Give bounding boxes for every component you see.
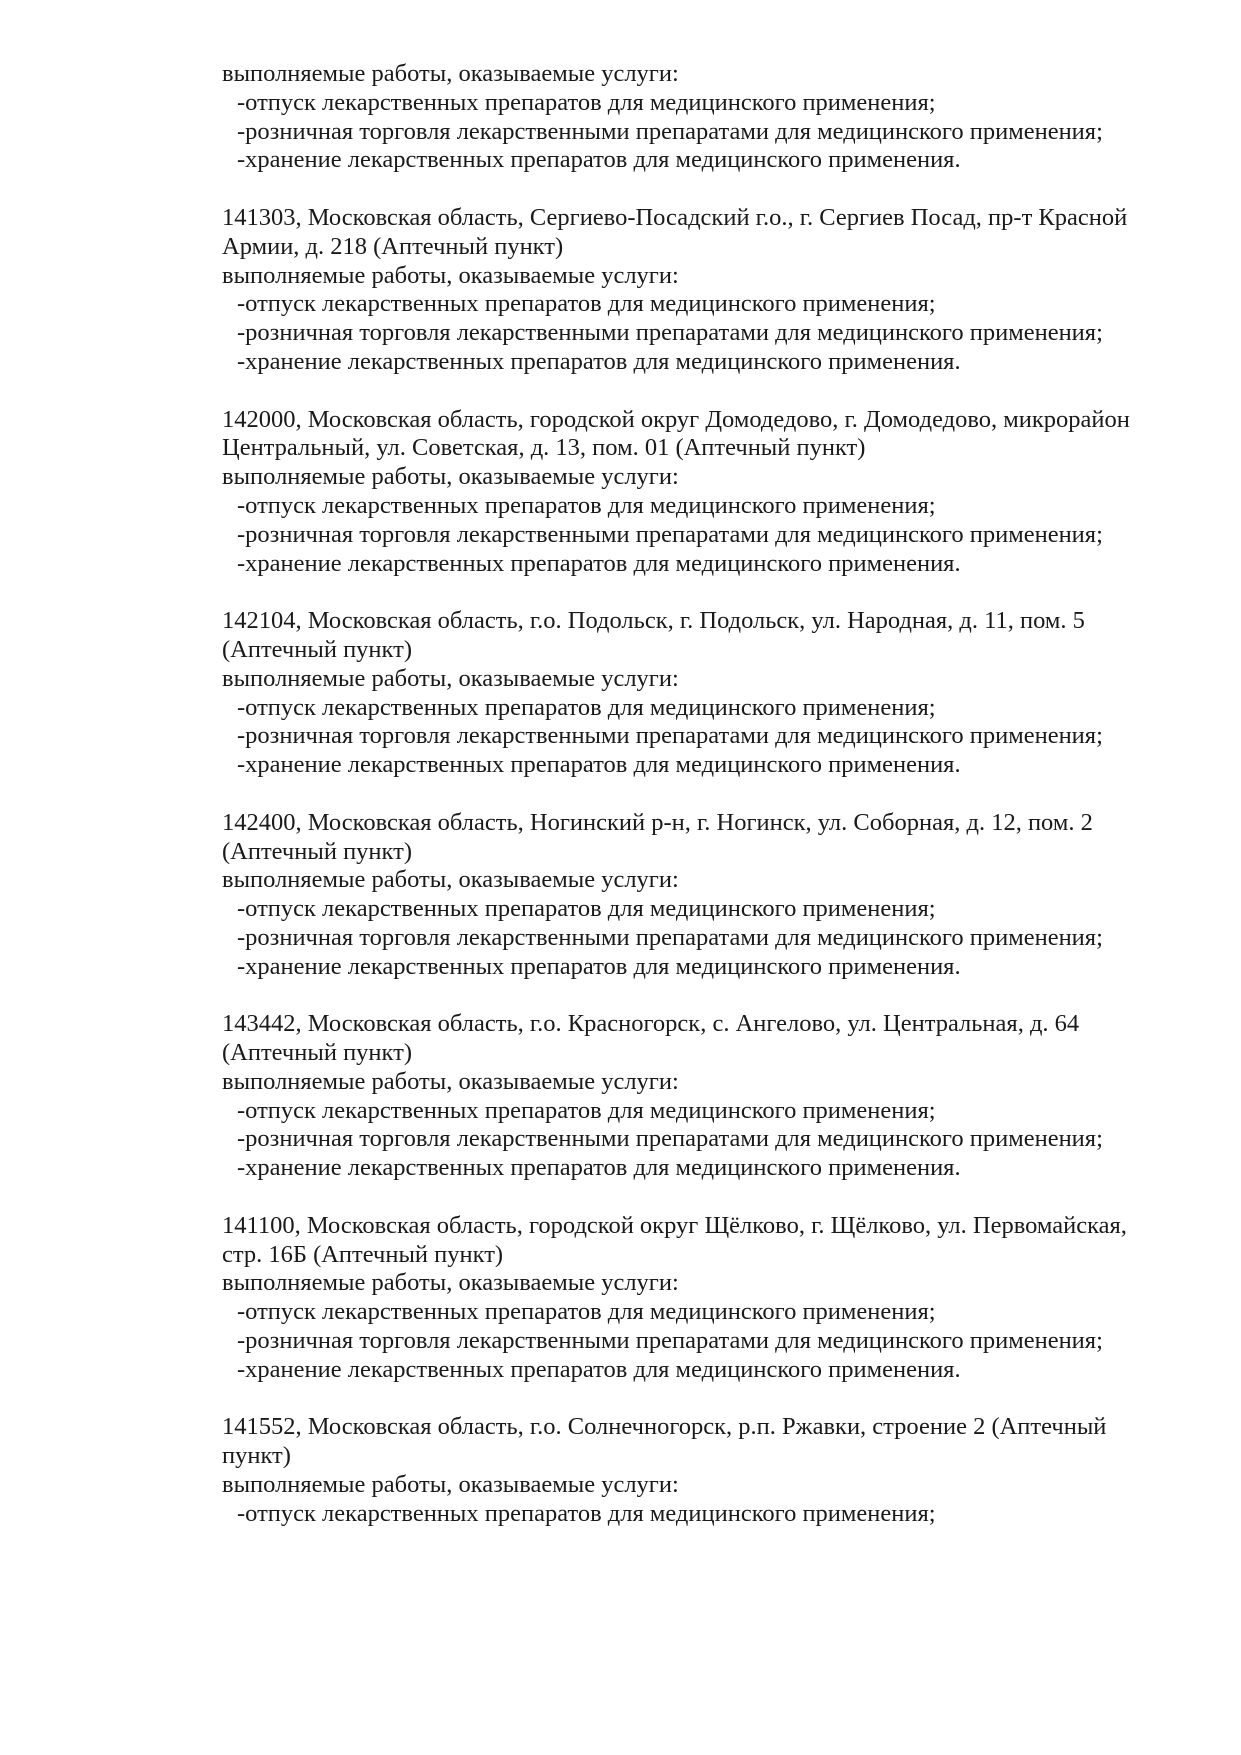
service-dispensing: -отпуск лекарственных препаратов для медицинского применения; xyxy=(237,88,936,116)
work-label: выполняемые работы, оказываемые услуги: xyxy=(222,261,679,289)
service-storage: -хранение лекарственных препаратов для медицинского применения. xyxy=(237,146,961,174)
entry-podolsk xyxy=(222,607,1182,780)
address-line-2: (Аптечный пункт) xyxy=(222,837,412,865)
work-label: выполняемые работы, оказываемые услуги: xyxy=(222,664,679,692)
address-line-1: 141552, Московская область, г.о. Солнечногорск, р.п. Ржавки, строение 2 (Аптечный xyxy=(222,1413,1107,1441)
service-dispensing: -отпуск лекарственных препаратов для медицинского применения; xyxy=(237,290,936,318)
address-line-2: Армии, д. 218 (Аптечный пункт) xyxy=(222,232,564,260)
address-line-1: 142400, Московская область, Ногинский р-н, г. Ногинск, ул. Соборная, д. 12, пом. 2 xyxy=(222,808,1093,836)
address-line-2: стр. 16Б (Аптечный пункт) xyxy=(222,1240,504,1268)
service-retail: -розничная торговля лекарственными препаратами для медицинского применения; xyxy=(237,319,1103,347)
entry-krasnogorsk xyxy=(222,1010,1182,1183)
service-dispensing: -отпуск лекарственных препаратов для медицинского применения; xyxy=(237,1298,936,1326)
address-line-1: 142104, Московская область, г.о. Подольск, г. Подольск, ул. Народная, д. 11, пом. 5 xyxy=(222,607,1085,635)
address-line-1: 142000, Московская область, городской округ Домодедово, г. Домодедово, микрорайон xyxy=(222,405,1130,433)
service-dispensing: -отпуск лекарственных препаратов для медицинского применения; xyxy=(237,491,936,519)
service-retail: -розничная торговля лекарственными препаратами для медицинского применения; xyxy=(237,117,1103,145)
entry-domodedovo xyxy=(222,406,1182,579)
address-line-2: Центральный, ул. Советская, д. 13, пом. 01 (Аптечный пункт) xyxy=(222,434,866,462)
work-label: выполняемые работы, оказываемые услуги: xyxy=(222,463,679,491)
service-storage: -хранение лекарственных препаратов для медицинского применения. xyxy=(237,1355,961,1383)
entry-sergiev-posad xyxy=(222,204,1182,377)
entry-solnechnogorsk xyxy=(222,1413,1182,1528)
service-storage: -хранение лекарственных препаратов для медицинского применения. xyxy=(237,347,961,375)
service-dispensing: -отпуск лекарственных препаратов для медицинского применения; xyxy=(237,1499,936,1527)
service-retail: -розничная торговля лекарственными препаратами для медицинского применения; xyxy=(237,722,1103,750)
service-retail: -розничная торговля лекарственными препаратами для медицинского применения; xyxy=(237,923,1103,951)
service-storage: -хранение лекарственных препаратов для медицинского применения. xyxy=(237,952,961,980)
address-line-2: (Аптечный пункт) xyxy=(222,635,412,663)
work-label: выполняемые работы, оказываемые услуги: xyxy=(222,1471,679,1499)
service-retail: -розничная торговля лекарственными препаратами для медицинского применения; xyxy=(237,1327,1103,1355)
address-line-1: 143442, Московская область, г.о. Красногорск, с. Ангелово, ул. Центральная, д. 64 xyxy=(222,1010,1080,1038)
address-line-2: пункт) xyxy=(222,1442,291,1470)
entry-noginsk xyxy=(222,809,1182,982)
service-dispensing: -отпуск лекарственных препаратов для медицинского применения; xyxy=(237,693,936,721)
document-page xyxy=(222,60,1182,1529)
address-line-1: 141303, Московская область, Сергиево-Посадский г.о., г. Сергиев Посад, пр-т Красной xyxy=(222,203,1128,231)
work-label: выполняемые работы, оказываемые услуги: xyxy=(222,866,679,894)
service-retail: -розничная торговля лекарственными препаратами для медицинского применения; xyxy=(237,1125,1103,1153)
service-storage: -хранение лекарственных препаратов для медицинского применения. xyxy=(237,1154,961,1182)
entry-continued xyxy=(222,60,1182,175)
address-line-1: 141100, Московская область, городской округ Щёлково, г. Щёлково, ул. Первомайская, xyxy=(222,1211,1127,1239)
work-label: выполняемые работы, оказываемые услуги: xyxy=(222,1067,679,1095)
work-label: выполняемые работы, оказываемые услуги: xyxy=(222,60,679,87)
service-dispensing: -отпуск лекарственных препаратов для медицинского применения; xyxy=(237,895,936,923)
service-storage: -хранение лекарственных препаратов для медицинского применения. xyxy=(237,549,961,577)
work-label: выполняемые работы, оказываемые услуги: xyxy=(222,1269,679,1297)
service-storage: -хранение лекарственных препаратов для медицинского применения. xyxy=(237,751,961,779)
entry-schelkovo xyxy=(222,1212,1182,1385)
address-line-2: (Аптечный пункт) xyxy=(222,1039,412,1067)
service-dispensing: -отпуск лекарственных препаратов для медицинского применения; xyxy=(237,1096,936,1124)
service-retail: -розничная торговля лекарственными препаратами для медицинского применения; xyxy=(237,520,1103,548)
